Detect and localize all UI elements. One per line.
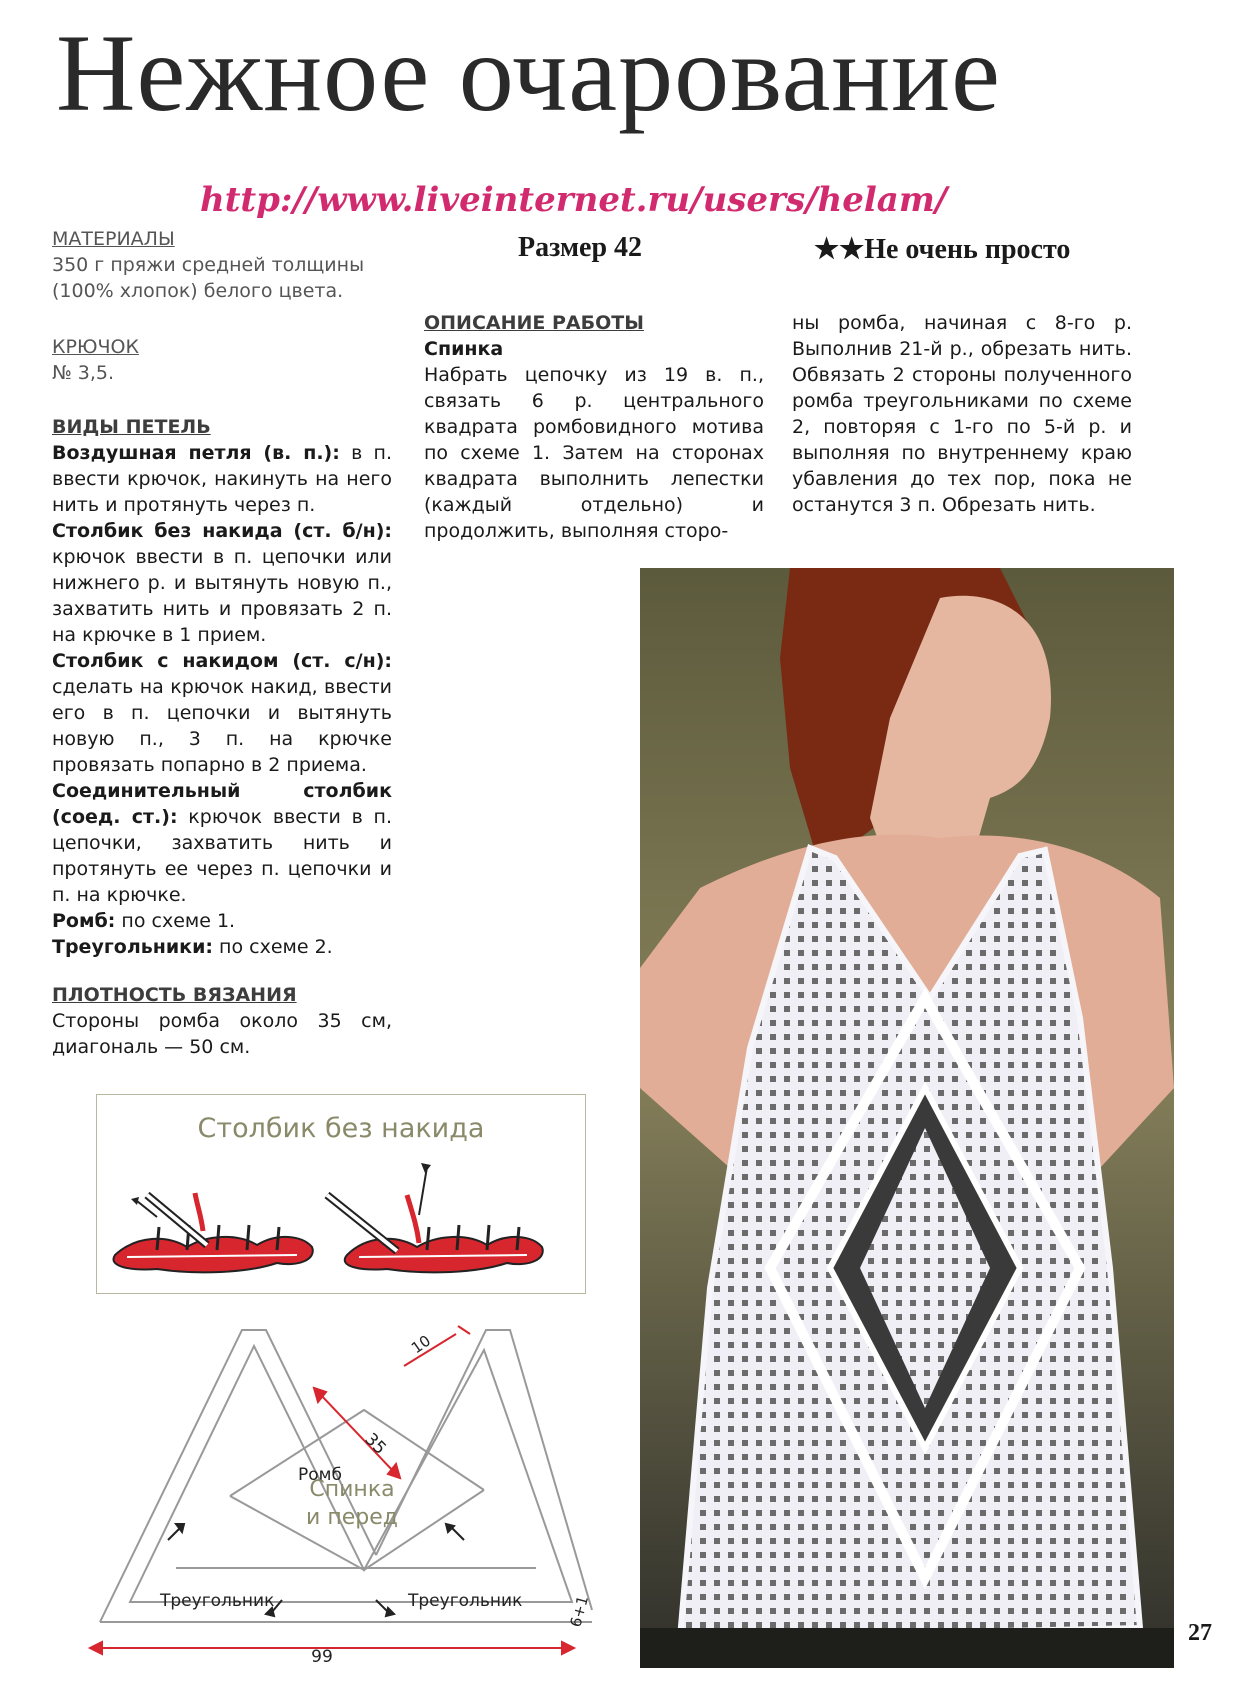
work-text-2: ны ромба, начиная с 8-го р. Выполнив 21-й р., обрезать нить. Обвязать 2 стороны полученного ромба треугольниками по схеме 2, повторяя с 1-го по 5-й р. и выполняя по внутреннему краю убавления до тех пор, пока не останутся 3 п. Обрезать нить. — [792, 312, 1132, 516]
hook-heading: КРЮЧОК — [52, 336, 139, 358]
stitch-drawing-left — [113, 1193, 312, 1272]
watermark-url: http://www.liveinternet.ru/users/helam/ — [200, 180, 948, 220]
assembly-schema — [60, 1310, 620, 1670]
stitches-section — [52, 414, 392, 960]
hook-value: № 3,5. — [52, 362, 115, 384]
stitches-heading: ВИДЫ ПЕТЕЛЬ — [52, 416, 211, 438]
stitch-drawing-right — [327, 1163, 543, 1272]
stitch-illustration — [97, 1155, 585, 1295]
difficulty-label — [814, 232, 1070, 266]
gauge-heading: ПЛОТНОСТЬ ВЯЗАНИЯ — [52, 984, 297, 1006]
work-column-2 — [792, 310, 1132, 518]
work-heading: ОПИСАНИЕ РАБОТЫ — [424, 312, 644, 334]
gauge-section — [52, 982, 392, 1060]
stitch-box-title: Столбик без накида — [197, 1113, 485, 1144]
model-photo — [640, 568, 1174, 1668]
gauge-text: Стороны ромба около 35 см, диагональ — 50 см. — [52, 1010, 392, 1058]
stitch-item: Треугольники: по схеме 2. — [52, 936, 333, 958]
star-rating: ★★ — [814, 234, 865, 265]
materials-section — [52, 226, 392, 304]
stitch-item: Воздушная петля (в. п.): в п. ввести крючок, накинуть на него нить и протянуть через п. — [52, 442, 393, 516]
materials-line-2: (100% хлопок) белого цвета. — [52, 280, 344, 302]
work-text-1: Набрать цепочку из 19 в. п., связать 6 р. центрального квадрата ромбовидного мотива по схеме 1. Затем на сторонах квадрата выполнить лепестки (каждый отдельно) и продолжить, выполняя сторо- — [424, 364, 764, 542]
stitch-item: Соединительный столбик (соед. ст.): крючок ввести в п. цепочки, захватить нить и протянуть ее через п. цепочки и п. на крючке. — [52, 780, 392, 906]
work-column-1 — [424, 310, 764, 544]
materials-heading: МАТЕРИАЛЫ — [52, 228, 175, 250]
hook-section — [52, 334, 392, 386]
materials-line-1: 350 г пряжи средней толщины — [52, 254, 365, 276]
page-title: Нежное очарование — [56, 12, 1001, 134]
schema-part-label-1: Спинка — [309, 1477, 395, 1502]
stitch-illustration-box — [96, 1094, 586, 1294]
schema-dim-strap: 10 — [407, 1331, 434, 1358]
stitch-item: Ромб: по схеме 1. — [52, 910, 236, 932]
stitch-item: Столбик с накидом (ст. с/н): сделать на крючок накид, ввести его в п. цепочки и вытянуть новую п., 3 п. на крючке провязать попарно в 2 приема. — [52, 650, 392, 776]
schema-triangle-right: Треугольник — [408, 1591, 523, 1611]
schema-dim-width: 99 — [311, 1647, 333, 1667]
schema-dim-height: 6+1 — [566, 1593, 593, 1630]
size-label: Размер 42 — [518, 232, 643, 263]
page-number: 27 — [1188, 1620, 1212, 1646]
stitch-item: Столбик без накида (ст. б/н): крючок ввести в п. цепочки или нижнего р. и вытянуть новую п., захватить нить и провязать 2 п. на крючке в 1 прием. — [52, 520, 392, 646]
schema-part-label-2: и перед — [306, 1505, 398, 1530]
schema-dim-side: 35 — [360, 1429, 390, 1459]
work-subheading: Спинка — [424, 338, 504, 360]
schema-rhomb-label: Ромб — [298, 1465, 342, 1485]
schema-triangle-left: Треугольник — [160, 1591, 275, 1611]
difficulty-text: Не очень просто — [864, 234, 1071, 265]
